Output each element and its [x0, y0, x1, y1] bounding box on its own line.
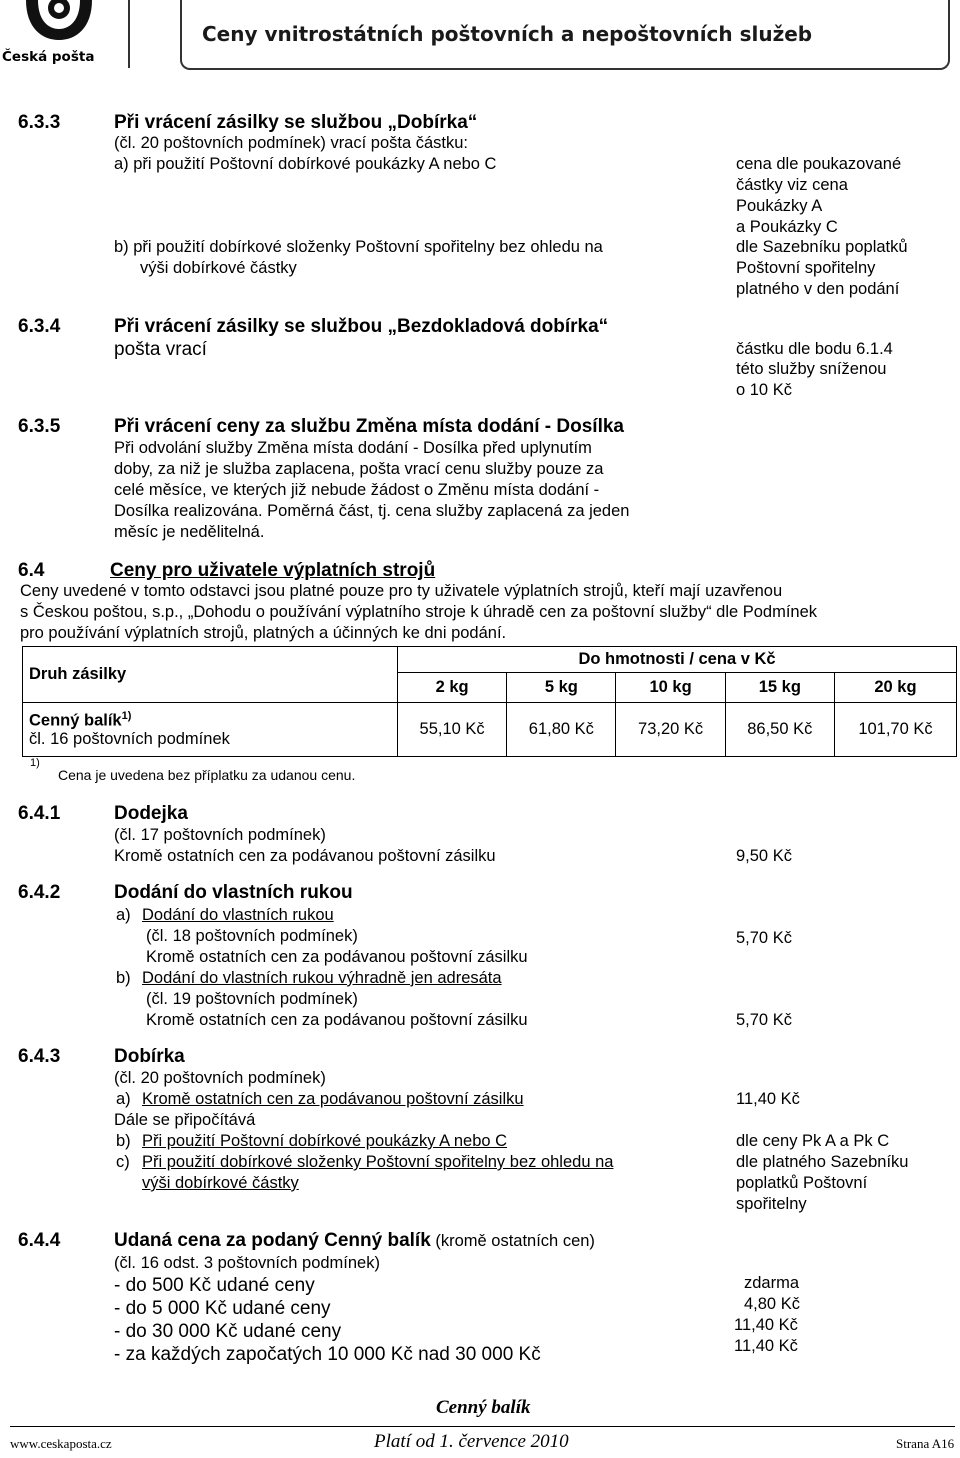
list-prefix: b) [116, 1132, 131, 1150]
list-item-a: Dodání do vlastních rukou [142, 906, 334, 924]
price: 5,70 Kč [736, 929, 792, 947]
footer-url[interactable]: www.ceskaposta.cz [10, 1436, 112, 1451]
column-group-header: Do hmotnosti / cena v Kč [398, 647, 957, 673]
text: pošta vrací [114, 339, 207, 360]
paragraph-line: pro používání výplatních strojů, platných a účinných ke dni podání. [20, 624, 507, 642]
list-item-b: Při použití Poštovní dobírkové poukázky A nebo C [142, 1132, 508, 1150]
footnote: Cena je uvedena bez příplatku za udanou cenu. [58, 767, 356, 783]
paragraph-line: s Českou poštou, s.p., „Dohodu o používání výplatního stroje k úhradě cen za poštovní služby“ dle Podmínek [20, 603, 818, 621]
section-title-64: Ceny pro uživatele výplatních strojů [110, 560, 436, 581]
page-number: Strana A16 [896, 1436, 955, 1451]
price-note: poplatků Poštovní [736, 1174, 868, 1192]
paragraph-line: Ceny uvedené v tomto odstavci jsou platné pouze pro ty uživatele výplatních strojů, kteří mají uzavřenou [20, 582, 783, 600]
section-title-635: Při vrácení ceny za službu Změna místa dodání - Dosílka [114, 416, 624, 437]
price-note: a Poukázky C [736, 218, 838, 236]
row-label-cell [23, 703, 398, 757]
price-cell: 86,50 Kč [725, 703, 834, 757]
section-number-644: 6.4.4 [18, 1230, 61, 1251]
price: 11,40 Kč [734, 1316, 798, 1334]
weight-header: 5 kg [507, 673, 616, 703]
section-title-643: Dobírka [114, 1046, 185, 1067]
weight-header: 15 kg [725, 673, 834, 703]
text: (čl. 18 poštovních podmínek) [146, 927, 358, 945]
list-item-c: Při použití dobírkové složenky Poštovní spořitelny bez ohledu na [142, 1153, 614, 1171]
footnote-mark: 1) [30, 757, 40, 769]
section-number-635: 6.3.5 [18, 416, 61, 437]
horn-logo-icon [22, 0, 96, 46]
paragraph-line: Při odvolání služby Změna místa dodání - Dosílka před uplynutím [114, 439, 592, 457]
paragraph-line: měsíc je nedělitelná. [114, 523, 265, 541]
column-header-type: Druh zásilky [23, 647, 398, 703]
price-cell: 73,20 Kč [616, 703, 725, 757]
section-title-suffix: (kromě ostatních cen) [430, 1232, 595, 1250]
text: (čl. 19 poštovních podmínek) [146, 990, 358, 1008]
price: 5,70 Kč [736, 1011, 792, 1029]
row-label: Cenný balík [29, 711, 122, 730]
price: dle ceny Pk A a Pk C [736, 1132, 890, 1150]
section-title-641: Dodejka [114, 803, 188, 824]
weight-header: 2 kg [398, 673, 507, 703]
price-note: dle platného Sazebníku [736, 1153, 909, 1171]
footer-divider [10, 1426, 955, 1427]
list-item: - do 500 Kč udané ceny [114, 1275, 315, 1296]
paragraph-line: doby, za niž je služba zaplacena, pošta vrací cenu služby pouze za [114, 460, 604, 478]
logo-text: Česká pošta [2, 49, 95, 65]
list-prefix: a) [116, 1090, 131, 1108]
list-prefix: b) [116, 969, 131, 987]
price: 9,50 Kč [736, 847, 792, 865]
price-note: této služby sníženou [736, 360, 887, 378]
text: (čl. 17 poštovních podmínek) [114, 826, 326, 844]
section-title-634: Při vrácení zásilky se službou „Bezdokladová dobírka“ [114, 316, 609, 337]
page-title: Ceny vnitrostátních poštovních a nepoštovních služeb [202, 22, 813, 46]
price-note: spořitelny [736, 1195, 807, 1213]
list-item-a: Kromě ostatních cen za podávanou poštovní zásilku [142, 1090, 524, 1108]
option-b-cont: výši dobírkové částky [140, 259, 297, 277]
row-sublabel: čl. 16 poštovních podmínek [29, 730, 230, 749]
list-item: - do 30 000 Kč udané ceny [114, 1321, 342, 1342]
text: Kromě ostatních cen za podávanou poštovní zásilku [146, 948, 528, 966]
price: 11,40 Kč [736, 1090, 800, 1108]
section-number-64: 6.4 [18, 560, 45, 581]
section-title-642: Dodání do vlastních rukou [114, 882, 353, 903]
section-number-642: 6.4.2 [18, 882, 61, 903]
paragraph-line: Dosílka realizována. Poměrná část, tj. cena služby zaplacená za jeden [114, 502, 630, 520]
paragraph-line: celé měsíce, ve kterých již nebude žádost o Změnu místa dodání - [114, 481, 600, 499]
header-divider [128, 0, 130, 68]
text: Kromě ostatních cen za podávanou poštovní zásilku [114, 847, 496, 865]
price-note: dle Sazebníku poplatků [736, 238, 908, 256]
list-item: - do 5 000 Kč udané ceny [114, 1298, 331, 1319]
price-note: Poštovní spořitelny [736, 259, 876, 277]
section-title-644 [114, 1230, 595, 1252]
section-number-641: 6.4.1 [18, 803, 61, 824]
price: 4,80 Kč [744, 1295, 800, 1313]
footnote-ref: 1) [121, 709, 132, 722]
price-note: o 10 Kč [736, 381, 792, 399]
section-title-633: Při vrácení zásilky se službou „Dobírka“ [114, 112, 478, 133]
list-prefix: a) [116, 906, 131, 924]
text: (čl. 20 poštovních podmínek) [114, 1069, 326, 1087]
price-note: částku dle bodu 6.1.4 [736, 340, 893, 358]
price-cell: 101,70 Kč [834, 703, 956, 757]
section-number-643: 6.4.3 [18, 1046, 61, 1067]
option-a: a) při použití Poštovní dobírkové poukázky A nebo C [114, 155, 497, 173]
text: (čl. 16 odst. 3 poštovních podmínek) [114, 1254, 380, 1272]
section-title-text: Udaná cena za podaný Cenný balík [114, 1230, 431, 1251]
text: Kromě ostatních cen za podávanou poštovní zásilku [146, 1011, 528, 1029]
price-note: cena dle poukazované [736, 155, 902, 173]
footer-section: Cenný balík [436, 1397, 531, 1418]
list-item: - za každých započatých 10 000 Kč nad 30 000 Kč [114, 1344, 541, 1365]
option-b: b) při použití dobírkové složenky Poštovní spořitelny bez ohledu na [114, 238, 603, 256]
section-number-634: 6.3.4 [18, 316, 61, 337]
text: (čl. 20 poštovních podmínek) vrací pošta částku: [114, 134, 469, 152]
price-note: Poukázky A [736, 197, 823, 215]
section-number-633: 6.3.3 [18, 112, 61, 133]
price: 11,40 Kč [734, 1337, 798, 1355]
footer-valid-from: Platí od 1. července 2010 [374, 1431, 569, 1452]
price-cell: 55,10 Kč [398, 703, 507, 757]
list-item-b: Dodání do vlastních rukou výhradně jen adresáta [142, 969, 502, 987]
text: Dále se připočítává [114, 1111, 256, 1129]
price-cell: 61,80 Kč [507, 703, 616, 757]
price: zdarma [744, 1274, 800, 1292]
price-table [22, 646, 957, 757]
table-row [23, 703, 957, 757]
price-note: částky viz cena [736, 176, 848, 194]
weight-header: 20 kg [834, 673, 956, 703]
list-item-c-cont: výši dobírkové částky [142, 1174, 299, 1192]
price-note: platného v den podání [736, 280, 900, 298]
weight-header: 10 kg [616, 673, 725, 703]
list-prefix: c) [116, 1153, 130, 1171]
